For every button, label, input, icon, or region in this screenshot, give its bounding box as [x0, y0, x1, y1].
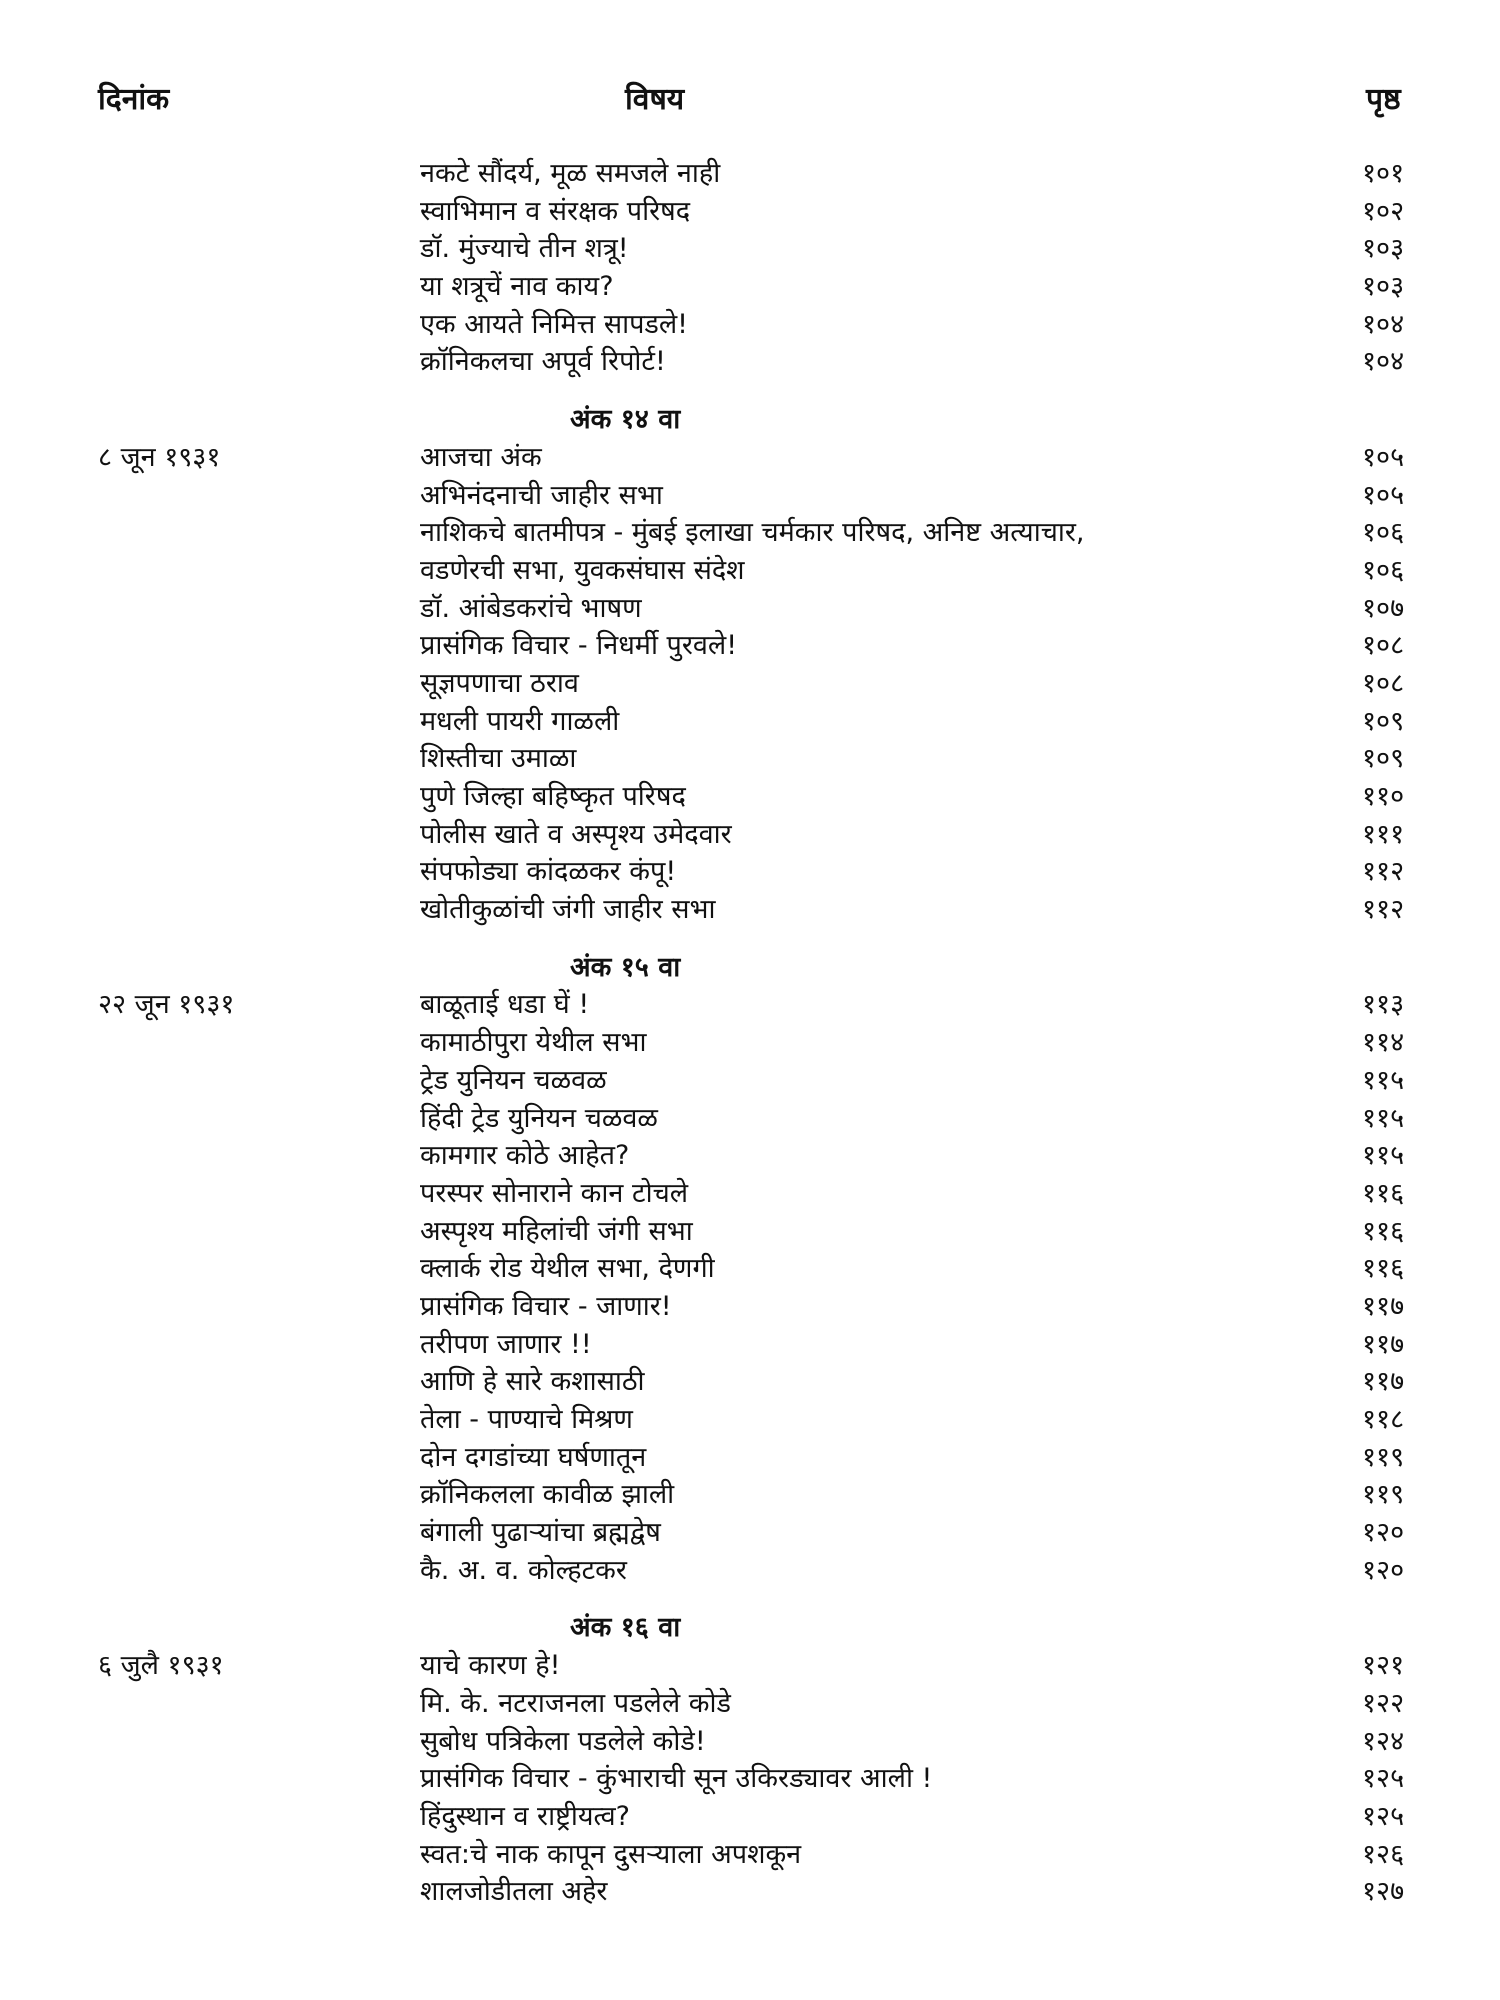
- entry-page-number: ११८: [1362, 1404, 1405, 1435]
- list-item: [0, 986, 1500, 1024]
- entry-title: क्रॉनिकलचा अपूर्व रिपोर्ट!: [420, 346, 666, 378]
- list-item: [0, 1137, 1500, 1175]
- entry-page-number: १०६: [1362, 554, 1405, 586]
- entry-title: प्रासंगिक विचार - निधर्मी पुरवले!: [420, 630, 738, 662]
- entry-page-number: १२४: [1362, 1725, 1405, 1757]
- entry-title: ट्रेड युनियन चळवळ: [420, 1064, 607, 1096]
- entry-title: क्रॉनिकलला कावीळ झाली: [420, 1479, 675, 1511]
- entry-page-number: ११७: [1362, 1328, 1405, 1360]
- entry-title: क्लार्क रोड येथील सभा, देणगी: [420, 1253, 715, 1285]
- entry-page-number: १११: [1362, 818, 1405, 850]
- entry-page-number: १२५: [1362, 1763, 1405, 1795]
- issue-heading: [0, 401, 1500, 439]
- entry-title: कामगार कोठे आहेत?: [420, 1140, 630, 1172]
- entry-page-number: १२०: [1362, 1517, 1405, 1549]
- entry-title: हिंदी ट्रेड युनियन चळवळ: [420, 1102, 658, 1134]
- list-item: [0, 343, 1500, 381]
- entry-title: पोलीस खाते व अस्पृश्य उमेदवार: [420, 818, 732, 850]
- entry-page-number: १०६: [1362, 517, 1405, 549]
- list-item: [0, 552, 1500, 590]
- issue-date: ६ जुलै १९३१: [98, 1650, 224, 1682]
- issue-heading: [0, 949, 1500, 987]
- entry-title: संपफोड्या कांदळकर कंपू!: [420, 856, 677, 888]
- list-item: [0, 1024, 1500, 1062]
- entry-page-number: १०९: [1362, 705, 1405, 737]
- list-item: [0, 1062, 1500, 1100]
- list-item: [0, 590, 1500, 628]
- entry-title: अभिनंदनाची जाहीर सभा: [420, 479, 663, 511]
- entry-page-number: १०२: [1362, 195, 1405, 227]
- entry-page-number: ११०: [1362, 781, 1405, 812]
- entry-page-number: ११७: [1362, 1366, 1405, 1398]
- list-item: [0, 1723, 1500, 1761]
- entry-title: शिस्तीचा उमाळा: [420, 743, 577, 775]
- column-header-date: दिनांक: [98, 82, 170, 117]
- entry-page-number: १०५: [1362, 479, 1405, 511]
- entry-title: कै. अ. व. कोल्हटकर: [420, 1554, 627, 1586]
- entry-title: सुबोध पत्रिकेला पडलेले कोडे!: [420, 1725, 706, 1757]
- issue-heading: [0, 1609, 1500, 1647]
- entry-title: कामाठीपुरा येथील सभा: [420, 1027, 647, 1059]
- entry-page-number: ११५: [1362, 1064, 1405, 1096]
- entry-page-number: ११६: [1362, 1215, 1405, 1247]
- list-item: [0, 514, 1500, 552]
- list-item: [0, 193, 1500, 231]
- list-item: [0, 477, 1500, 515]
- list-item: [0, 665, 1500, 703]
- entry-title: मधली पायरी गाळली: [420, 705, 620, 737]
- list-item: [0, 1836, 1500, 1874]
- entry-title: खोतीकुळांची जंगी जाहीर सभा: [420, 894, 716, 926]
- list-item: [0, 1552, 1500, 1590]
- entry-title: पुणे जिल्हा बहिष्कृत परिषद: [420, 781, 686, 812]
- entry-page-number: १२०: [1362, 1554, 1405, 1586]
- list-item: [0, 1250, 1500, 1288]
- list-item: [0, 1401, 1500, 1439]
- list-item: [0, 230, 1500, 268]
- list-item: [0, 891, 1500, 929]
- entry-title: परस्पर सोनाराने कान टोचले: [420, 1177, 689, 1209]
- list-item: [0, 1439, 1500, 1477]
- entry-title: स्वाभिमान व संरक्षक परिषद: [420, 195, 691, 227]
- list-item: [0, 816, 1500, 854]
- entry-title: डॉ. मुंज्याचे तीन शत्रू!: [420, 233, 629, 265]
- entry-page-number: १०३: [1362, 271, 1405, 303]
- entry-page-number: १०५: [1362, 441, 1405, 473]
- entry-page-number: १२७: [1362, 1876, 1405, 1908]
- list-item: [0, 703, 1500, 741]
- entry-title: प्रासंगिक विचार - जाणार!: [420, 1290, 672, 1322]
- entry-title: तेला - पाण्याचे मिश्रण: [420, 1404, 633, 1435]
- entry-title: आणि हे सारे कशासाठी: [420, 1366, 645, 1398]
- entry-page-number: ११३: [1362, 989, 1405, 1021]
- list-item: [0, 1798, 1500, 1836]
- list-item: [0, 1100, 1500, 1138]
- list-item: [0, 627, 1500, 665]
- contents-list: [0, 155, 1500, 1911]
- entry-title: नकटे सौंदर्य, मूळ समजले नाही: [420, 158, 721, 189]
- list-item: [0, 1326, 1500, 1364]
- issue-heading-label: अंक १४ वा: [570, 404, 681, 436]
- entry-title: तरीपण जाणार !!: [420, 1328, 592, 1360]
- list-item: [0, 740, 1500, 778]
- entry-page-number: ११२: [1362, 894, 1405, 926]
- list-item: [0, 155, 1500, 193]
- entry-title: या शत्रूचें नाव काय?: [420, 271, 614, 303]
- column-header-page: पृष्ठ: [1366, 82, 1401, 117]
- entry-title: शालजोडीतला अहेर: [420, 1876, 608, 1908]
- entry-page-number: १०९: [1362, 743, 1405, 775]
- entry-page-number: ११४: [1362, 1027, 1405, 1059]
- entry-title: बंगाली पुढाऱ्यांचा ब्रह्मद्वेष: [420, 1517, 661, 1549]
- entry-page-number: ११९: [1362, 1441, 1405, 1473]
- entry-title: हिंदुस्थान व राष्ट्रीयत्व?: [420, 1800, 630, 1832]
- list-item: [0, 1363, 1500, 1401]
- entry-title: अस्पृश्य महिलांची जंगी सभा: [420, 1215, 693, 1247]
- entry-page-number: १०८: [1362, 667, 1405, 699]
- entry-page-number: १०४: [1362, 346, 1405, 378]
- entry-page-number: ११७: [1362, 1290, 1405, 1322]
- entry-page-number: १२५: [1362, 1800, 1405, 1832]
- entry-page-number: १२१: [1362, 1650, 1405, 1682]
- entry-title: नाशिकचे बातमीपत्र - मुंबई इलाखा चर्मकार परिषद, अनिष्ट अत्याचार,: [420, 517, 1085, 549]
- entry-title: सूज्ञपणाचा ठराव: [420, 667, 579, 699]
- column-header-subject: विषय: [625, 82, 685, 117]
- entry-title: डॉ. आंबेडकरांचे भाषण: [420, 592, 642, 624]
- issue-date: २२ जून १९३१: [98, 989, 235, 1021]
- list-item: [0, 853, 1500, 891]
- list-item: [0, 306, 1500, 344]
- list-item: [0, 1514, 1500, 1552]
- entry-title: मि. के. नटराजनला पडलेले कोडे: [420, 1687, 731, 1719]
- entry-page-number: १०८: [1362, 630, 1405, 662]
- entry-page-number: १०३: [1362, 233, 1405, 265]
- entry-title: दोन दगडांच्या घर्षणातून: [420, 1441, 647, 1473]
- list-item: [0, 1873, 1500, 1911]
- list-item: [0, 1760, 1500, 1798]
- entry-page-number: ११५: [1362, 1102, 1405, 1134]
- list-item: [0, 1476, 1500, 1514]
- entry-page-number: १०७: [1362, 592, 1405, 624]
- entry-title: वडणेरची सभा, युवकसंघास संदेश: [420, 554, 745, 586]
- entry-page-number: १०४: [1362, 308, 1405, 340]
- entry-title: स्वत:चे नाक कापून दुसऱ्याला अपशकून: [420, 1838, 802, 1870]
- list-item: [0, 1213, 1500, 1251]
- entry-title: आजचा अंक: [420, 441, 542, 473]
- entry-page-number: ११९: [1362, 1479, 1405, 1511]
- entry-page-number: ११६: [1362, 1253, 1405, 1285]
- issue-heading-label: अंक १६ वा: [570, 1612, 681, 1644]
- entry-title: एक आयते निमित्त सापडले!: [420, 308, 688, 340]
- list-item: [0, 1685, 1500, 1723]
- issue-date: ८ जून १९३१: [98, 441, 221, 473]
- list-item: [0, 439, 1500, 477]
- list-item: [0, 778, 1500, 816]
- entry-page-number: १२२: [1362, 1687, 1405, 1719]
- entry-title: याचे कारण हे!: [420, 1650, 561, 1682]
- issue-heading-label: अंक १५ वा: [570, 951, 681, 983]
- entry-page-number: ११२: [1362, 856, 1405, 888]
- entry-page-number: ११६: [1362, 1177, 1405, 1209]
- entry-page-number: १२६: [1362, 1838, 1405, 1870]
- entry-title: प्रासंगिक विचार - कुंभाराची सून उकिरड्यावर आली !: [420, 1763, 933, 1795]
- list-item: [0, 1288, 1500, 1326]
- entry-title: बाळूताई धडा घें !: [420, 989, 590, 1021]
- list-item: [0, 1647, 1500, 1685]
- list-item: [0, 268, 1500, 306]
- entry-page-number: ११५: [1362, 1140, 1405, 1172]
- entry-page-number: १०१: [1362, 158, 1405, 189]
- list-item: [0, 1175, 1500, 1213]
